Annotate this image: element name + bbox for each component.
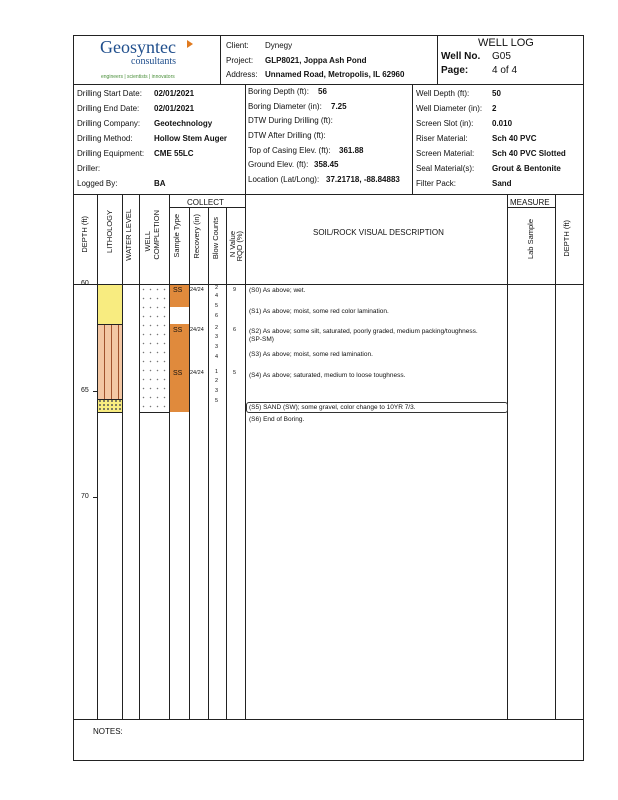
col-line	[97, 194, 98, 719]
info-label: Seal Material(s):	[416, 164, 475, 173]
collect-underline	[169, 207, 245, 208]
depth-tick-label: 70	[81, 493, 89, 500]
info-value: Hollow Stem Auger	[154, 134, 228, 143]
depth-tick-label: 65	[81, 387, 89, 394]
well-completion-header-1: WELL	[143, 231, 152, 252]
project-value: GLP8021, Joppa Ash Pond	[265, 56, 367, 65]
well-no-label: Well No.	[441, 51, 481, 62]
blow-count: 6	[215, 313, 219, 319]
well-filter-pack	[140, 285, 169, 412]
info-label: Drilling Method:	[77, 134, 133, 143]
info-value: 361.88	[339, 146, 364, 155]
blow-count: 4	[215, 293, 219, 299]
info-divider-v1	[245, 84, 246, 194]
col-line	[555, 194, 556, 719]
col-line	[189, 207, 190, 719]
lithology-hatch	[98, 324, 122, 399]
info-label: Top of Casing Elev. (ft):	[248, 146, 331, 155]
description-header: SOIL/ROCK VISUAL DESCRIPTION	[313, 228, 444, 237]
project-label: Project:	[226, 56, 254, 65]
header-divider-v2	[437, 35, 438, 84]
col-line	[507, 194, 508, 719]
info-value: Geotechnology	[154, 119, 213, 128]
info-label: DTW During Drilling (ft):	[248, 116, 333, 125]
info-label: Riser Material:	[416, 134, 468, 143]
info-value: 2	[492, 104, 497, 113]
col-line	[122, 194, 123, 719]
info-label: Driller:	[77, 164, 101, 173]
blow-count: 3	[215, 334, 219, 340]
sample-recovery: 24/24	[190, 287, 204, 293]
description-entry: (S3) As above; moist, some red lamination.	[249, 351, 373, 358]
depth-tick	[93, 284, 97, 285]
description-entry: (S2) As above; some silt, saturated, poorly graded, medium packing/toughness. (SP-SM)	[249, 328, 478, 343]
n-value: 6	[233, 327, 237, 333]
blow-count: 4	[215, 354, 219, 360]
info-label: Location (Lat/Long):	[248, 175, 320, 184]
description-entry: (S4) As above; saturated, medium to loose toughness.	[249, 372, 406, 379]
header-divider-v1	[220, 35, 221, 84]
info-label: Logged By:	[77, 179, 118, 188]
sample-type: SS	[173, 370, 183, 377]
info-value: 50	[492, 89, 501, 98]
depth-tick-label: 60	[81, 280, 89, 287]
info-divider-v2	[412, 84, 413, 194]
logo-sub: consultants	[131, 56, 176, 67]
info-value: 7.25	[331, 102, 347, 111]
info-label: Well Diameter (in):	[416, 104, 483, 113]
collect-header: COLLECT	[187, 198, 224, 207]
blow-count: 3	[215, 344, 219, 350]
logo-tagline: engineers | scientists | innovators	[101, 74, 175, 80]
sample-type-header: Sample Type	[172, 214, 181, 258]
measure-header: MEASURE	[510, 198, 550, 207]
water-level-header: WATER LEVEL	[124, 209, 133, 261]
well-no-value: G05	[492, 51, 511, 62]
description-entry: (S6) End of Boring.	[249, 416, 305, 423]
lithology-boundary	[97, 399, 122, 400]
notes-label: NOTES:	[93, 727, 123, 736]
info-label: Drilling Equipment:	[77, 149, 145, 158]
lithology-gravelly-sand-fill	[98, 399, 122, 412]
logo-mark-icon	[187, 40, 193, 48]
nvalue-header-2: RQD (%)	[235, 231, 244, 262]
col-line	[169, 194, 170, 719]
log-title: WELL LOG	[478, 37, 534, 49]
info-value: Sch 40 PVC	[492, 134, 537, 143]
info-value: Grout & Bentonite	[492, 164, 561, 173]
sample-recovery: 24/24	[190, 327, 204, 333]
info-value: 37.21718, -88.84883	[326, 175, 400, 184]
blow-count: 2	[215, 378, 219, 384]
info-value: Sch 40 PVC Slotted	[492, 149, 566, 158]
page-value: 4 of 4	[492, 65, 518, 76]
info-label: DTW After Drilling (ft):	[248, 131, 326, 140]
depth-header: DEPTH (ft)	[80, 216, 89, 253]
info-value: 02/01/2021	[154, 104, 195, 113]
info-label: Well Depth (ft):	[416, 89, 470, 98]
info-label: Boring Diameter (in):	[248, 102, 322, 111]
info-label: Filter Pack:	[416, 179, 457, 188]
info-label: Drilling Start Date:	[77, 89, 142, 98]
info-label: Boring Depth (ft):	[248, 87, 309, 96]
description-entry: (S0) As above; wet.	[249, 287, 306, 294]
lithology-header: LITHOLOGY	[105, 210, 114, 253]
depth-tick	[93, 497, 97, 498]
measure-underline	[507, 207, 555, 208]
n-value: 5	[233, 370, 237, 376]
well-completion-header-2: COMPLETION	[152, 210, 161, 260]
info-value: 358.45	[314, 160, 339, 169]
col-line	[208, 207, 209, 719]
lab-sample-header: Lab Sample	[526, 219, 535, 260]
client-label: Client:	[226, 41, 249, 50]
logo-main: Geosyntec	[100, 37, 176, 57]
depth-tick	[93, 391, 97, 392]
info-value: 02/01/2021	[154, 89, 195, 98]
notes-divider	[73, 719, 583, 720]
well-bottom	[139, 412, 169, 413]
header-divider	[73, 84, 583, 85]
blow-count: 2	[215, 325, 219, 331]
info-label: Drilling End Date:	[77, 104, 140, 113]
lithology-sand-fill	[98, 285, 122, 324]
info-label: Screen Material:	[416, 149, 475, 158]
sample-type: SS	[173, 287, 183, 294]
sample-type: SS	[173, 327, 183, 334]
address-value: Unnamed Road, Metropolis, IL 62960	[265, 70, 405, 79]
info-label: Ground Elev. (ft):	[248, 160, 309, 169]
blow-counts-header: Blow Counts	[211, 217, 220, 260]
blow-count: 1	[215, 369, 219, 375]
col-line	[139, 194, 140, 719]
info-label: Screen Slot (in):	[416, 119, 474, 128]
nvalue-header-1: N Value	[228, 231, 237, 258]
info-label: Drilling Company:	[77, 119, 141, 128]
page-label: Page:	[441, 65, 469, 76]
info-value: BA	[154, 179, 166, 188]
address-label: Address:	[226, 70, 258, 79]
recovery-header: Recovery (in)	[192, 214, 201, 259]
client-value: Dynegy	[265, 41, 293, 50]
col-line	[226, 207, 227, 719]
info-value: CME 55LC	[154, 149, 194, 158]
col-line	[245, 194, 246, 719]
info-value: 56	[318, 87, 327, 96]
info-value: 0.010	[492, 119, 513, 128]
sample-recovery: 24/24	[190, 370, 204, 376]
description-entry: (S5) SAND (SW); some gravel, color change to 10YR 7/3.	[249, 404, 416, 411]
description-entry: (S1) As above; moist, some red color lamination.	[249, 308, 389, 315]
info-value: Sand	[492, 179, 512, 188]
n-value: 9	[233, 287, 237, 293]
depth-right-header: DEPTH (ft)	[562, 220, 571, 257]
blow-count: 5	[215, 303, 219, 309]
lithology-boundary	[97, 324, 122, 325]
blow-count: 2	[215, 285, 219, 291]
blow-count: 3	[215, 388, 219, 394]
lithology-boundary	[97, 412, 122, 413]
blow-count: 5	[215, 398, 219, 404]
